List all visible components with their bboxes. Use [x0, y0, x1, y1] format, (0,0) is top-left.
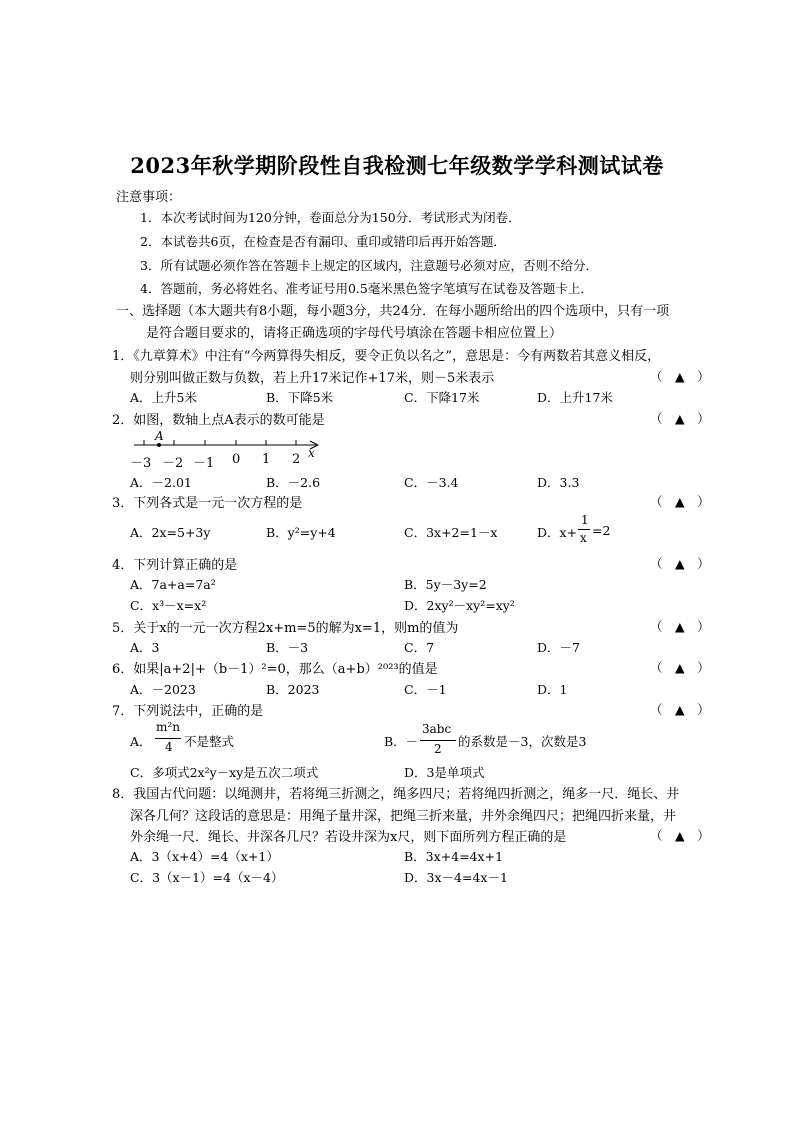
option-b: B．－2.6 [266, 475, 321, 490]
section-heading-cont: 是符合题目要求的，请将正确选项的字母代号填涂在答题卡相应位置上） [146, 326, 563, 341]
question-1-stem: 1．《九章算术》中注有“今两算得失相反，要令正负以名之”，意思是：今有两数若其意义相反， [112, 349, 661, 364]
notice-item: 4．答题前，务必将姓名、准考证号用0.5毫米黑色签字笔填写在试卷及答题卡上． [140, 281, 593, 296]
option-d: D．2xy²－xy²=xy² [404, 598, 515, 613]
option-c: C．－3.4 [404, 475, 459, 490]
fraction-bar [155, 738, 181, 739]
option-d: D．1 [537, 682, 568, 697]
answer-marker: （ ▲ ） [650, 702, 710, 717]
tick-label: 0 [232, 452, 241, 467]
fraction-numerator: 3abc [422, 722, 452, 736]
option-c: C．－1 [404, 682, 447, 697]
answer-marker: （ ▲ ） [650, 411, 710, 426]
option-d: D．3x－4=4x－1 [404, 870, 508, 885]
question-4-stem: 4．下列计算正确的是 [112, 558, 238, 573]
option-b: B．5y－3y=2 [404, 577, 487, 592]
question-8-stem-cont: 深各几何？这段话的意思是：用绳子量井深，把绳三折来量，井外余绳四尺；把绳四折来量，井 [130, 809, 677, 824]
option-b: B．－3 [266, 640, 309, 655]
option-d: D．3.3 [537, 475, 580, 490]
page-title: 2023年秋学期阶段性自我检测七年级数学学科测试试卷 [130, 153, 664, 178]
option-a: A．7a+a=7a² [130, 577, 216, 592]
option-a: A．3 [130, 640, 160, 655]
answer-marker: （ ▲ ） [650, 494, 710, 509]
fraction-denominator: 4 [165, 740, 173, 754]
tick-label: －1 [193, 456, 215, 471]
option-a-tail: 不是整式 [184, 734, 235, 749]
answer-marker: （ ▲ ） [650, 556, 710, 571]
option-a: A．－2023 [130, 682, 196, 697]
fraction-denominator: x [580, 531, 587, 545]
option-d: D．x+ [537, 525, 578, 540]
option-c: C．多项式2x²y－xy是五次二项式 [130, 765, 319, 780]
option-c: C．7 [404, 640, 435, 655]
option-a: A．上升5米 [130, 390, 197, 405]
answer-marker: （ ▲ ） [650, 660, 710, 675]
option-c: C．3x+2=1－x [404, 525, 498, 540]
fraction-bar [578, 529, 590, 530]
tick-label: －3 [130, 456, 152, 471]
option-b: B．下降5米 [266, 390, 334, 405]
option-b: B．－ [384, 734, 419, 749]
section-heading: 一、选择题（本大题共有8小题，每小题3分，共24分．在每小题所给出的四个选项中，只有一项 [116, 304, 670, 319]
option-a: A．－2.01 [130, 475, 192, 490]
option-d: D．上升17米 [537, 390, 613, 405]
tick-label: 1 [262, 452, 271, 467]
answer-marker: （ ▲ ） [650, 828, 710, 843]
question-7-stem: 7．下列说法中，正确的是 [112, 704, 264, 719]
option-a: A．2x=5+3y [130, 525, 211, 540]
answer-marker: （ ▲ ） [650, 369, 710, 384]
fraction-numerator: 1 [581, 513, 589, 527]
option-a: A． [130, 734, 152, 749]
fraction-denominator: 2 [434, 742, 442, 756]
option-d: D．3是单项式 [404, 765, 485, 780]
option-c: C．3（x－1）=4（x－4） [130, 870, 284, 885]
tick-label: －2 [162, 456, 184, 471]
option-b-tail: 的系数是－3，次数是3 [458, 734, 587, 749]
question-6-stem: 6．如果|a+2|+（b－1）²=0，那么（a+b）²⁰²³的值是 [112, 662, 438, 677]
notice-item: 3．所有试题必须作答在答题卡上规定的区域内，注意题号必须对应，否则不给分． [140, 258, 598, 273]
option-c: C．下降17米 [404, 390, 480, 405]
question-3-stem: 3．下列各式是一元一次方程的是 [112, 496, 303, 511]
option-b: B．y²=y+4 [266, 525, 336, 540]
axis-var-label: x [308, 446, 315, 460]
question-5-stem: 5．关于x的一元一次方程2x+m=5的解为x=1，则m的值为 [112, 621, 459, 636]
option-d: D．－7 [537, 640, 580, 655]
fraction-bar [420, 740, 456, 741]
notice-item: 1．本次考试时间为120分钟，卷面总分为150分．考试形式为闭卷． [140, 210, 521, 225]
point-a-dot [157, 443, 161, 447]
question-8-stem-cont: 外余绳一尺．绳长、井深各几尺？若设井深为x尺，则下面所列方程正确的是 [130, 830, 567, 845]
option-c: C．x³－x=x² [130, 598, 207, 613]
option-a: A．3（x+4）=4（x+1） [130, 849, 279, 864]
tick-label: 2 [292, 452, 301, 467]
option-d-tail: =2 [592, 523, 611, 538]
fraction-numerator: m²n [156, 720, 180, 734]
question-2-stem: 2．如图，数轴上点A表示的数可能是 [112, 413, 325, 428]
option-b: B．2023 [266, 682, 320, 697]
notice-heading: 注意事项： [116, 190, 182, 205]
notice-item: 2．本试卷共6页，在检查是否有漏印、重印或错印后再开始答题． [140, 234, 506, 249]
point-a-label: A [155, 429, 164, 443]
question-8-stem: 8．我国古代问题：以绳测井，若将绳三折测之，绳多四尺；若将绳四折测之，绳多一尺．绳长、井 [112, 787, 680, 802]
question-1-stem-cont: 则分别叫做正数与负数，若上升17米记作+17米，则－5米表示 [130, 371, 495, 386]
option-b: B．3x+4=4x+1 [404, 849, 504, 864]
answer-marker: （ ▲ ） [650, 619, 710, 634]
